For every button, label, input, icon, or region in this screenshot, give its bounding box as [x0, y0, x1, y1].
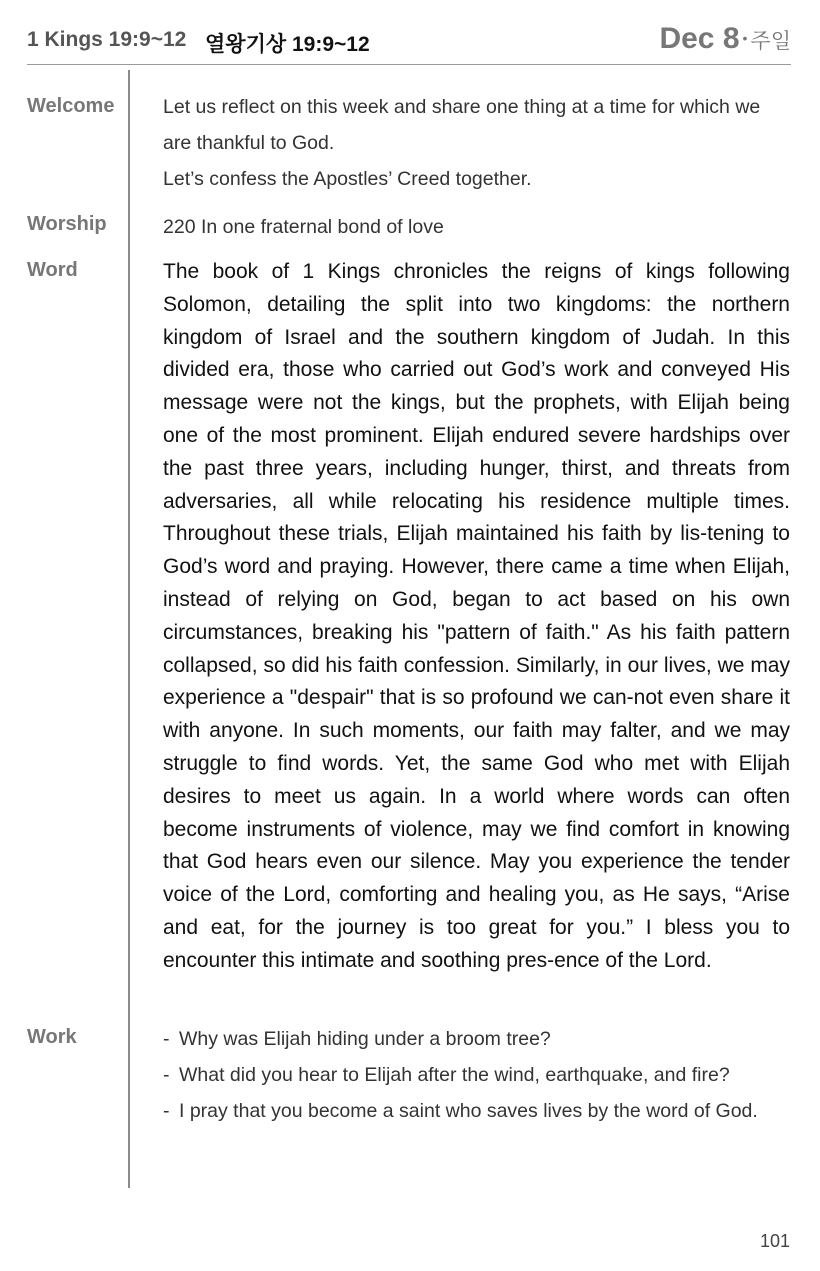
- section-label-worship: Worship: [27, 213, 107, 235]
- scripture-reference-en: 1 Kings 19:9~12: [27, 28, 187, 51]
- worship-hymn: 220 In one fraternal bond of love: [163, 216, 444, 238]
- column-divider: [128, 70, 130, 1188]
- work-questions: [163, 1021, 791, 1129]
- separator-dot: •: [742, 30, 748, 46]
- section-label-work: Work: [27, 1026, 77, 1048]
- date: Dec 8: [659, 22, 740, 55]
- section-label-word: Word: [27, 259, 78, 281]
- list-item: - What did you hear to Elijah after the wind, earthquake, and fire?: [163, 1057, 791, 1093]
- welcome-line: Let’s confess the Apostles’ Creed together.: [163, 168, 532, 190]
- date-block: [659, 22, 791, 56]
- page-number: 101: [759, 1231, 790, 1251]
- section-label-welcome: Welcome: [27, 95, 115, 117]
- welcome-line: Let us reflect on this week and share one thing at a time for which we are thankful to God.: [163, 96, 761, 154]
- page-header: [27, 22, 791, 65]
- list-item: - Why was Elijah hiding under a broom tree?: [163, 1021, 791, 1057]
- list-item: - I pray that you become a saint who saves lives by the word of God.: [163, 1093, 791, 1129]
- day-label: 주일: [750, 30, 791, 53]
- scripture-reference-ko: 열왕기상 19:9~12: [205, 33, 370, 56]
- welcome-text: [163, 89, 791, 197]
- word-body: The book of 1 Kings chronicles the reigns of kings following Solomon, detailing the split into two kingdoms: the northern kingdom of Israel and the southern kingdom of Judah. In this divided era, those who carried out God’s work and conveyed His message were not the kings, but the prophets, with Elijah being one of the most prominent. Elijah endured severe hardships over the past three years, including hunger, thirst, and threats from adversaries, all while relocating his residence multiple times. Throughout these trials, Elijah maintained his faith by lis-tening to God’s word and praying. However, there came a time when Elijah, instead of relying on God, began to act based on his own circumstances, breaking his "pattern of faith." As his faith pattern collapsed, so did his faith confession. Similarly, in our lives, we may experience a "despair" that is so profound we can-not even share it with anyone. In such moments, our faith may falter, and we may struggle to find words. Yet, the same God who met with Elijah desires to meet us again. In a world where words can often become instruments of violence, may we find comfort in knowing that God hears even our silence. May you experience the tender voice of the Lord, comforting and healing you, as He says, “Arise and eat, for the journey is too great for you.” I bless you to encounter this intimate and soothing pres-ence of the Lord.: [163, 260, 790, 972]
